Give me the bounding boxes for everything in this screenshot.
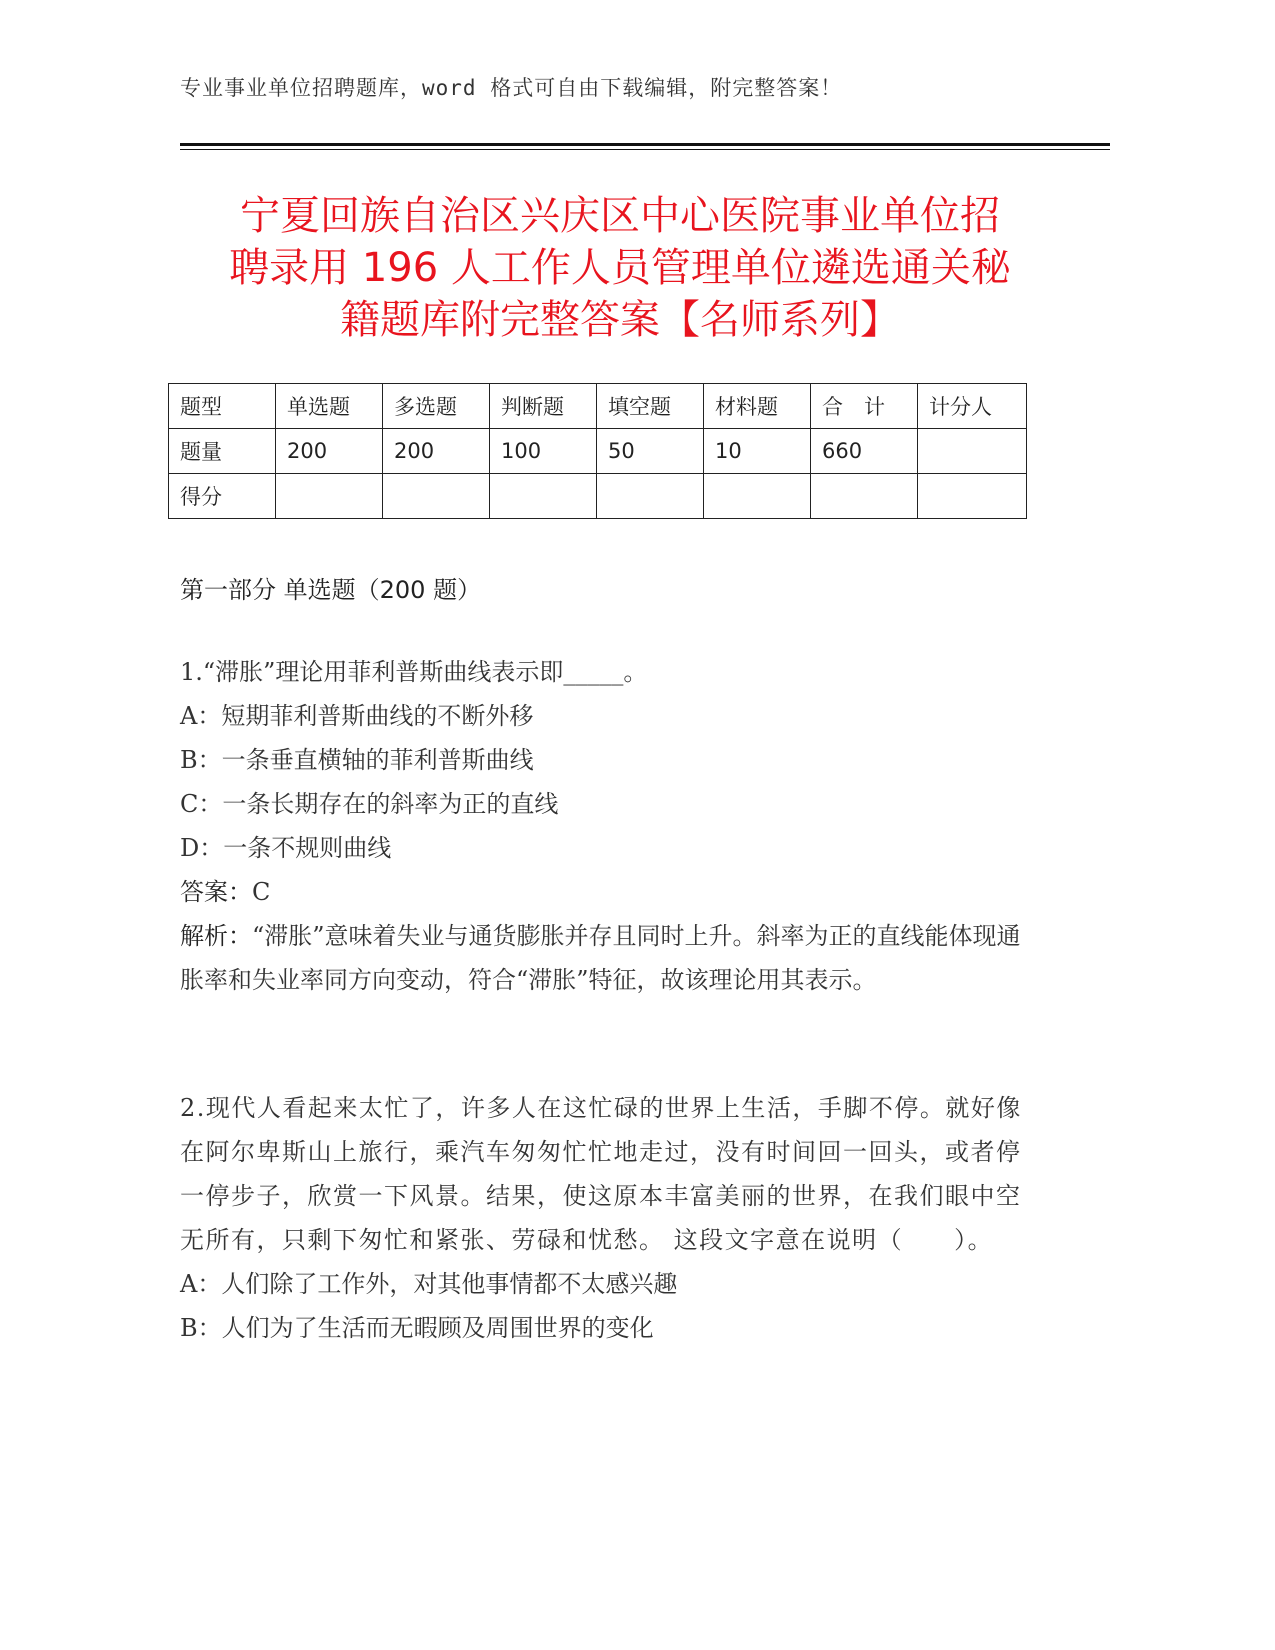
- question-stem: 1.“滞胀”理论用菲利普斯曲线表示即_____。: [180, 658, 648, 686]
- table-cell: 判断题: [490, 384, 597, 429]
- table-cell: [383, 474, 490, 519]
- score-table-count-row: [169, 429, 1027, 474]
- table-cell: 题型: [169, 384, 276, 429]
- table-cell: 200: [276, 429, 383, 474]
- table-cell: 50: [597, 429, 704, 474]
- table-cell: 得分: [169, 474, 276, 519]
- score-table: [168, 383, 1027, 519]
- table-cell: [918, 474, 1027, 519]
- question-stem: 2.现代人看起来太忙了，许多人在这忙碌的世界上生活，手脚不停。就好像在阿尔卑斯山上旅行，乘汽车匆匆忙忙地走过，没有时间回一回头，或者停一停步子，欣赏一下风景。结果，使这原本丰富美丽的世界，在我们眼中空无所有，只剩下匆忙和紧张、劳碌和忧愁。 这段文字意在说明（ ）。: [180, 1094, 1022, 1254]
- table-cell: 660: [811, 429, 918, 474]
- table-cell: [490, 474, 597, 519]
- table-cell: 计分人: [918, 384, 1027, 429]
- option-b: B：一条垂直横轴的菲利普斯曲线: [180, 746, 534, 774]
- table-cell: [704, 474, 811, 519]
- table-cell: [597, 474, 704, 519]
- table-cell: 200: [383, 429, 490, 474]
- table-cell: 10: [704, 429, 811, 474]
- header-rule-thin: [180, 149, 1110, 150]
- answer-line: [180, 870, 1040, 914]
- option-d: D：一条不规则曲线: [180, 834, 392, 862]
- table-cell: 材料题: [704, 384, 811, 429]
- score-table-header-row: [169, 384, 1027, 429]
- section-title: 第一部分 单选题（200 题）: [180, 576, 482, 604]
- table-cell: [276, 474, 383, 519]
- table-cell: 题量: [169, 429, 276, 474]
- analysis-label: 解析：: [180, 922, 252, 950]
- document-title: [170, 190, 1070, 346]
- option-a: A：人们除了工作外，对其他事情都不太感兴趣: [180, 1270, 678, 1298]
- option-b: B：人们为了生活而无暇顾及周围世界的变化: [180, 1314, 654, 1342]
- analysis-paragraph: [180, 914, 1040, 1002]
- score-table-score-row: [169, 474, 1027, 519]
- answer-label: 答案：: [180, 878, 252, 906]
- title-line-1: 宁夏回族自治区兴庆区中心医院事业单位招: [240, 193, 1000, 239]
- table-cell: [918, 429, 1027, 474]
- title-line-2: 聘录用 196 人工作人员管理单位遴选通关秘: [229, 245, 1011, 291]
- table-cell: 100: [490, 429, 597, 474]
- question-2: [180, 1086, 1040, 1350]
- analysis-text: “滞胀”意味着失业与通货膨胀并存且同时上升。斜率为正的直线能体现通胀率和失业率同方向变动，符合“滞胀”特征，故该理论用其表示。: [180, 922, 1021, 994]
- answer-value: C: [252, 878, 271, 906]
- table-cell: [811, 474, 918, 519]
- title-line-3: 籍题库附完整答案【名师系列】: [340, 297, 900, 343]
- header-rule-thick: [180, 143, 1110, 146]
- question-1: [180, 650, 1040, 1002]
- option-a: A：短期菲利普斯曲线的不断外移: [180, 702, 534, 730]
- table-cell: 合 计: [811, 384, 918, 429]
- table-cell: 单选题: [276, 384, 383, 429]
- option-c: C：一条长期存在的斜率为正的直线: [180, 790, 559, 818]
- table-cell: 多选题: [383, 384, 490, 429]
- table-cell: 填空题: [597, 384, 704, 429]
- header-note: 专业事业单位招聘题库，word 格式可自由下载编辑，附完整答案！: [180, 76, 843, 100]
